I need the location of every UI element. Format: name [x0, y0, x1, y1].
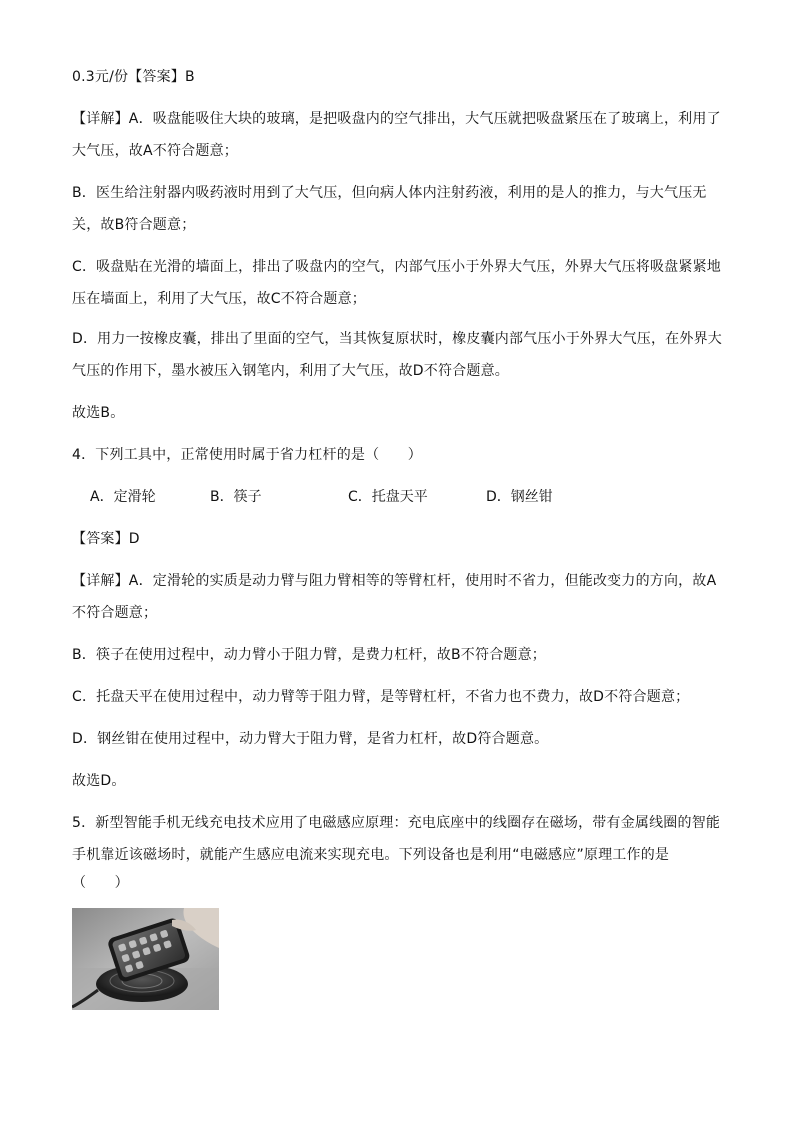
- explanation-line: D．用力一按橡皮囊，排出了里面的空气，当其恢复原状时，橡皮囊内部气压小于外界大气压，在外界大: [72, 331, 722, 347]
- explanation-line: B．筷子在使用过程中，动力臂小于阻力臂，是费力杠杆，故B不符合题意；: [72, 647, 547, 663]
- conclusion-line: 故选B。: [72, 405, 125, 421]
- explanation-line: B．医生给注射器内吸药液时用到了大气压，但向病人体内注射药液，利用的是人的推力，与大气压无: [72, 185, 707, 201]
- option-a: A．定滑轮: [90, 489, 156, 505]
- conclusion-line: 故选D。: [72, 773, 126, 789]
- question-5-stem: 手机靠近该磁场时，就能产生感应电流来实现充电。下列设备也是利用“电磁感应”原理工作的是: [72, 847, 670, 863]
- explanation-line: 不符合题意；: [72, 605, 158, 621]
- explanation-line: C．吸盘贴在光滑的墙面上，排出了吸盘内的空气，内部气压小于外界大气压，外界大气压将吸盘紧紧地: [72, 259, 721, 275]
- explanation-line: D．钢丝钳在使用过程中，动力臂大于阻力臂，是省力杠杆，故D符合题意。: [72, 731, 549, 747]
- option-b: B．筷子: [210, 489, 262, 505]
- explanation-line: 大气压，故A不符合题意；: [72, 143, 238, 159]
- answer-line-q3: 0.3元/份【答案】B: [72, 69, 195, 85]
- explanation-line: 【详解】A．定滑轮的实质是动力臂与阻力臂相等的等臂杠杆，使用时不省力，但能改变力的方向，故A: [72, 573, 717, 589]
- answer-line-q4: 【答案】D: [72, 531, 140, 547]
- option-d: D．钢丝钳: [486, 489, 553, 505]
- option-c: C．托盘天平: [348, 489, 428, 505]
- question-5-blank: （ ）: [72, 875, 129, 891]
- explanation-line: C．托盘天平在使用过程中，动力臂等于阻力臂，是等臂杠杆，不省力也不费力，故D不符合题意；: [72, 689, 690, 705]
- explanation-line: 关，故B符合题意；: [72, 217, 196, 233]
- question-4-stem: 4．下列工具中，正常使用时属于省力杠杆的是（ ）: [72, 447, 422, 463]
- question-5-stem: 5．新型智能手机无线充电技术应用了电磁感应原理：充电底座中的线圈存在磁场，带有金属线圈的智能: [72, 815, 721, 831]
- explanation-line: 气压的作用下，墨水被压入钢笔内，利用了大气压，故D不符合题意。: [72, 363, 509, 379]
- wireless-charging-photo: [72, 908, 219, 1010]
- explanation-line: 压在墙面上，利用了大气压，故C不符合题意；: [72, 291, 366, 307]
- explanation-line: 【详解】A．吸盘能吸住大块的玻璃，是把吸盘内的空气排出，大气压就把吸盘紧压在了玻璃上，利用了: [72, 111, 721, 127]
